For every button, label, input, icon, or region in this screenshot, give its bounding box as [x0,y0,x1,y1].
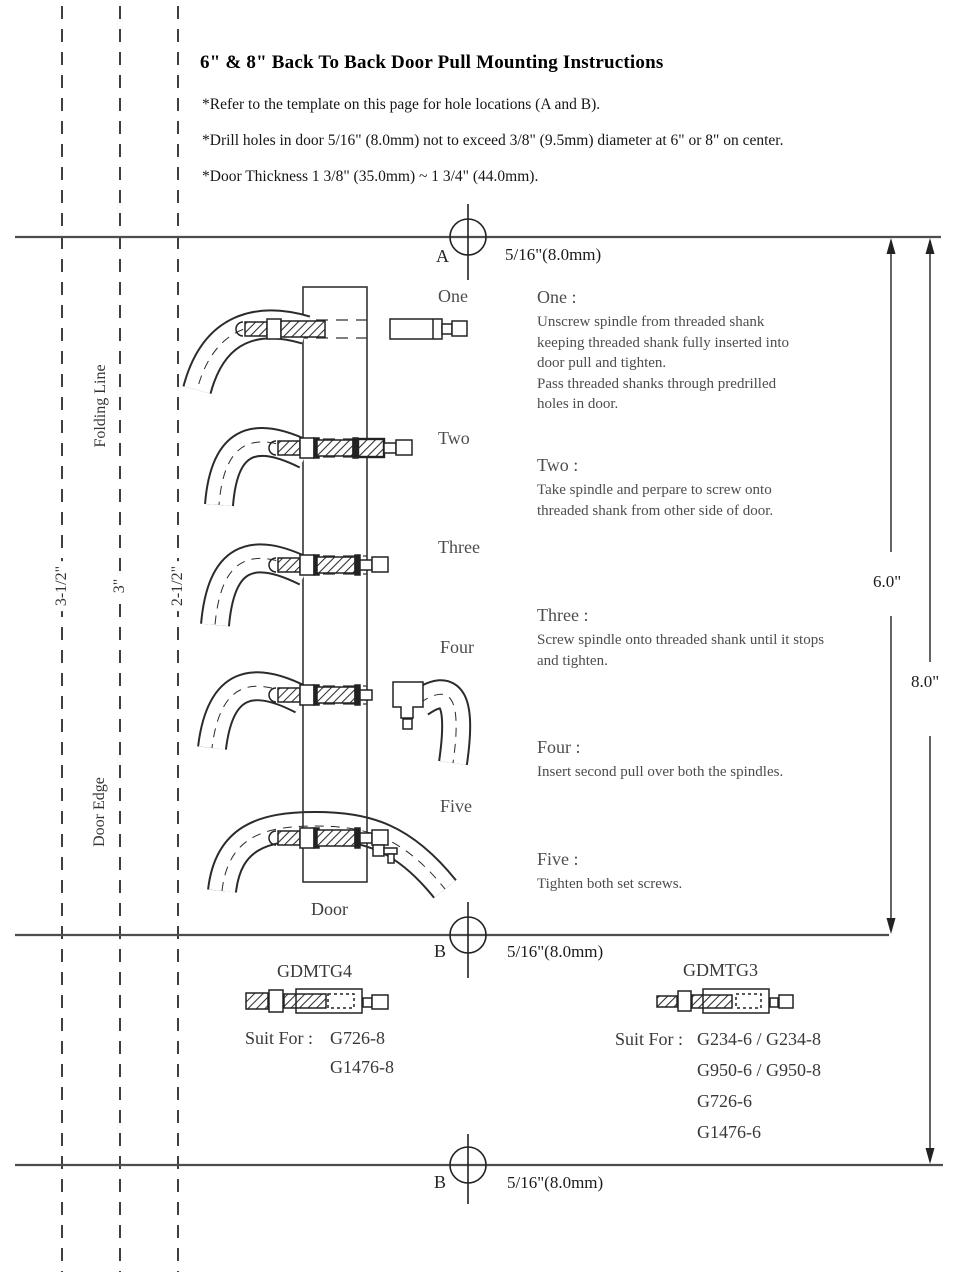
step-label-four: Four [440,637,475,657]
gdmtg3-model: G726-6 [697,1091,752,1111]
hole-size-a: 5/16"(8.0mm) [505,245,602,264]
hole-marker-b2-icon [450,1134,486,1204]
step-one-heading: One : [537,287,577,307]
marker-a-label: A [436,246,449,266]
shank-assembly-step5 [269,828,397,863]
step-one-line: door pull and tighten. [537,355,667,371]
product-gdmtg3-title: GDMTG3 [683,960,758,980]
shank-assembly-step1 [236,319,467,339]
step-five-heading: Five : [537,849,579,869]
dimension-line-8in [926,238,935,1164]
step-label-one: One [438,286,468,306]
step-one-line: Unscrew spindle from threaded shank [537,314,765,330]
step-one-line: keeping threaded shank fully inserted into [537,334,790,351]
dimension-8in-label: 8.0" [911,672,940,691]
hole-marker-b1-icon [450,902,486,978]
door-hole-dashes [296,320,367,704]
step-three-line: Screw spindle onto threaded shank until it stops [537,632,825,648]
door-label: Door [311,899,348,919]
hole-size-b1: 5/16"(8.0mm) [507,942,604,961]
step-four-instructions [537,737,783,783]
step-two-heading: Two : [537,455,579,475]
dim-2-1-2-label: 2-1/2" [167,561,189,611]
marker-b1-label: B [434,941,447,961]
template-lines [15,237,943,1165]
product-gdmtg4-title: GDMTG4 [277,961,352,981]
dimension-6in-label: 6.0" [873,572,902,591]
step-one-line: Pass threaded shanks through predrilled [537,375,777,392]
gdmtg3-model: G234-6 / G234-8 [697,1029,821,1049]
step-one-line: holes in door. [537,396,619,412]
step-two-instructions [537,455,773,521]
gdmtg3-suit-for-label: Suit For : [615,1029,684,1049]
folding-line-label: Folding Line [90,359,112,452]
gdmtg3-model: G950-6 / G950-8 [697,1060,821,1080]
pull-handle-step4-right-icon [420,694,456,763]
gdmtg4-model: G726-8 [330,1028,385,1048]
gdmtg3-model: G1476-6 [697,1122,761,1142]
step-five-instructions [537,849,682,895]
step-label-three: Three [438,537,480,557]
note-drill-holes: *Drill holes in door 5/16" (8.0mm) not to exceed 3/8" (9.5mm) diameter at 6" or 8" on center. [202,132,784,149]
step-four-heading: Four : [537,737,581,757]
hole-size-b2: 5/16"(8.0mm) [507,1173,604,1192]
step-four-line: Insert second pull over both the spindles. [537,764,784,780]
marker-b2-label: B [434,1172,447,1192]
door-rect [303,287,367,882]
gdmtg4-model: G1476-8 [330,1057,394,1077]
step-one-instructions [537,287,789,415]
fold-lines [62,6,178,1272]
note-door-thickness: *Door Thickness 1 3/8" (35.0mm) ~ 1 3/4" (44.0mm). [202,168,539,185]
hole-marker-a-icon [450,204,486,280]
step-two-line: threaded shank from other side of door. [537,502,774,519]
page-title: 6" & 8" Back To Back Door Pull Mounting Instructions [200,52,664,73]
gdmtg3-hardware-icon [657,989,793,1013]
shank-assembly-step2 [269,438,412,458]
step-three-line: and tighten. [537,652,608,669]
step-label-two: Two [438,428,470,448]
door-edge-label: Door Edge [89,772,111,852]
step-two-line: Take spindle and perpare to screw onto [537,482,772,498]
step-five-line: Tighten both set screws. [537,876,683,892]
gdmtg4-hardware-icon [246,989,388,1013]
step-label-five: Five [440,796,473,816]
gdmtg4-suit-for-label: Suit For : [245,1028,314,1048]
dim-3-1-2-label: 3-1/2" [51,561,73,611]
note-hole-locations: *Refer to the template on this page for hole locations (A and B). [202,96,601,113]
step-three-heading: Three : [537,605,589,625]
step-three-instructions [537,605,824,671]
shank-assembly-step3 [269,555,388,575]
dim-3-label: 3" [109,574,131,599]
